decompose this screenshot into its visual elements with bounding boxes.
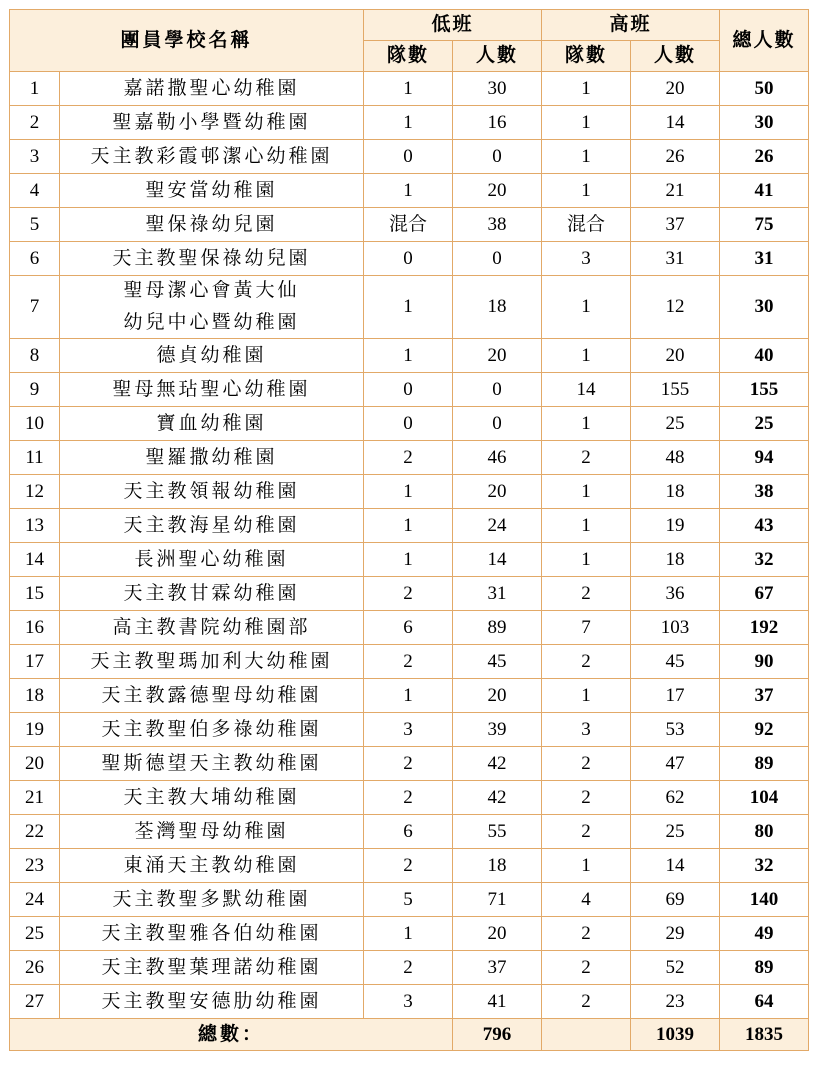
table-row	[10, 747, 809, 781]
low-people: 31	[453, 577, 542, 611]
school-name: 聖斯德望天主教幼稚園	[60, 747, 364, 781]
low-people: 20	[453, 174, 542, 208]
school-name: 聖嘉勒小學暨幼稚園	[60, 106, 364, 140]
row-total: 31	[720, 242, 809, 276]
row-number: 1	[10, 72, 60, 106]
high-teams: 1	[542, 849, 631, 883]
row-number: 9	[10, 373, 60, 407]
row-total: 64	[720, 985, 809, 1019]
school-name-header: 團員學校名稱	[10, 10, 364, 72]
low-teams: 6	[364, 611, 453, 645]
row-total: 38	[720, 475, 809, 509]
school-name: 天主教聖安德肋幼稚園	[60, 985, 364, 1019]
high-people: 20	[631, 339, 720, 373]
low-people: 20	[453, 339, 542, 373]
row-total: 30	[720, 106, 809, 140]
table-row	[10, 679, 809, 713]
high-people: 18	[631, 475, 720, 509]
row-number: 7	[10, 276, 60, 339]
school-name: 天主教聖瑪加利大幼稚園	[60, 645, 364, 679]
row-total: 75	[720, 208, 809, 242]
row-number: 8	[10, 339, 60, 373]
high-teams: 混合	[542, 208, 631, 242]
high-people: 47	[631, 747, 720, 781]
high-people: 18	[631, 543, 720, 577]
high-teams: 4	[542, 883, 631, 917]
totals-row	[10, 1019, 809, 1051]
row-total: 25	[720, 407, 809, 441]
row-total: 89	[720, 747, 809, 781]
table-row	[10, 815, 809, 849]
row-number: 14	[10, 543, 60, 577]
row-total: 40	[720, 339, 809, 373]
low-teams: 0	[364, 407, 453, 441]
school-name: 天主教聖雅各伯幼稚園	[60, 917, 364, 951]
high-teams: 1	[542, 475, 631, 509]
row-number: 2	[10, 106, 60, 140]
low-people: 45	[453, 645, 542, 679]
high-people: 53	[631, 713, 720, 747]
low-teams: 1	[364, 106, 453, 140]
high-teams: 2	[542, 781, 631, 815]
low-people: 42	[453, 747, 542, 781]
low-teams: 1	[364, 475, 453, 509]
row-total: 94	[720, 441, 809, 475]
row-total: 49	[720, 917, 809, 951]
low-teams: 1	[364, 917, 453, 951]
high-people: 17	[631, 679, 720, 713]
high-teams: 2	[542, 917, 631, 951]
high-teams: 1	[542, 174, 631, 208]
row-number: 13	[10, 509, 60, 543]
table-row	[10, 781, 809, 815]
school-name: 天主教領報幼稚園	[60, 475, 364, 509]
row-total: 80	[720, 815, 809, 849]
high-people: 37	[631, 208, 720, 242]
row-number: 12	[10, 475, 60, 509]
school-name: 高主教書院幼稚園部	[60, 611, 364, 645]
row-number: 4	[10, 174, 60, 208]
row-total: 155	[720, 373, 809, 407]
low-people: 20	[453, 475, 542, 509]
high-people: 48	[631, 441, 720, 475]
table-row	[10, 985, 809, 1019]
table-row	[10, 849, 809, 883]
table-row	[10, 339, 809, 373]
low-teams: 1	[364, 276, 453, 339]
low-teams: 2	[364, 645, 453, 679]
school-name	[60, 276, 364, 339]
school-name: 德貞幼稚園	[60, 339, 364, 373]
row-total: 43	[720, 509, 809, 543]
low-teams: 5	[364, 883, 453, 917]
low-people: 0	[453, 140, 542, 174]
low-teams: 1	[364, 509, 453, 543]
high-teams: 1	[542, 140, 631, 174]
row-number: 26	[10, 951, 60, 985]
high-people: 25	[631, 407, 720, 441]
table-row	[10, 951, 809, 985]
table-row	[10, 208, 809, 242]
high-people: 29	[631, 917, 720, 951]
table-row	[10, 242, 809, 276]
table-row	[10, 917, 809, 951]
table-row	[10, 276, 809, 339]
low-people: 24	[453, 509, 542, 543]
school-name: 天主教聖葉理諾幼稚園	[60, 951, 364, 985]
school-name: 聖保祿幼兒園	[60, 208, 364, 242]
low-people-header: 人數	[453, 41, 542, 72]
row-number: 16	[10, 611, 60, 645]
table-row	[10, 645, 809, 679]
school-name: 聖安當幼稚園	[60, 174, 364, 208]
table-row	[10, 577, 809, 611]
row-total: 192	[720, 611, 809, 645]
low-teams: 2	[364, 781, 453, 815]
row-number: 11	[10, 441, 60, 475]
school-name: 荃灣聖母幼稚園	[60, 815, 364, 849]
school-name: 天主教露德聖母幼稚園	[60, 679, 364, 713]
high-teams: 1	[542, 72, 631, 106]
low-people: 0	[453, 373, 542, 407]
totals-high-teams-empty	[542, 1019, 631, 1051]
low-teams: 2	[364, 747, 453, 781]
low-teams: 3	[364, 713, 453, 747]
school-name: 長洲聖心幼稚園	[60, 543, 364, 577]
table-row	[10, 475, 809, 509]
high-people: 155	[631, 373, 720, 407]
low-teams: 2	[364, 577, 453, 611]
school-name: 東涌天主教幼稚園	[60, 849, 364, 883]
row-total: 32	[720, 543, 809, 577]
school-name: 聖羅撒幼稚園	[60, 441, 364, 475]
high-people: 45	[631, 645, 720, 679]
totals-low-people: 796	[453, 1019, 542, 1051]
high-people: 26	[631, 140, 720, 174]
low-teams: 0	[364, 140, 453, 174]
school-name: 天主教彩霞邨潔心幼稚園	[60, 140, 364, 174]
school-name: 天主教聖保祿幼兒園	[60, 242, 364, 276]
high-teams: 3	[542, 713, 631, 747]
high-teams-header: 隊數	[542, 41, 631, 72]
row-number: 10	[10, 407, 60, 441]
school-name-line-1: 聖母潔心會黃大仙	[123, 280, 300, 301]
school-name: 寶血幼稚園	[60, 407, 364, 441]
low-teams-header: 隊數	[364, 41, 453, 72]
low-people: 55	[453, 815, 542, 849]
high-people: 62	[631, 781, 720, 815]
kindergarten-team-table	[9, 9, 809, 1051]
high-people: 14	[631, 106, 720, 140]
school-name: 天主教聖伯多祿幼稚園	[60, 713, 364, 747]
high-people: 31	[631, 242, 720, 276]
low-people: 89	[453, 611, 542, 645]
school-name: 嘉諾撒聖心幼稚園	[60, 72, 364, 106]
high-people: 69	[631, 883, 720, 917]
row-total: 50	[720, 72, 809, 106]
low-people: 0	[453, 407, 542, 441]
row-total: 37	[720, 679, 809, 713]
low-people: 71	[453, 883, 542, 917]
high-people: 25	[631, 815, 720, 849]
high-teams: 2	[542, 815, 631, 849]
row-number: 23	[10, 849, 60, 883]
low-teams: 1	[364, 174, 453, 208]
row-total: 90	[720, 645, 809, 679]
low-people: 38	[453, 208, 542, 242]
high-teams: 3	[542, 242, 631, 276]
high-people: 20	[631, 72, 720, 106]
totals-high-people: 1039	[631, 1019, 720, 1051]
table-row	[10, 140, 809, 174]
low-people: 20	[453, 917, 542, 951]
low-people: 18	[453, 849, 542, 883]
high-people: 36	[631, 577, 720, 611]
row-number: 3	[10, 140, 60, 174]
high-teams: 2	[542, 985, 631, 1019]
high-teams: 2	[542, 577, 631, 611]
row-number: 18	[10, 679, 60, 713]
high-people-header: 人數	[631, 41, 720, 72]
low-people: 14	[453, 543, 542, 577]
low-people: 18	[453, 276, 542, 339]
row-number: 25	[10, 917, 60, 951]
school-name: 天主教聖多默幼稚園	[60, 883, 364, 917]
high-teams: 7	[542, 611, 631, 645]
row-number: 6	[10, 242, 60, 276]
high-people: 19	[631, 509, 720, 543]
row-number: 19	[10, 713, 60, 747]
high-people: 12	[631, 276, 720, 339]
high-teams: 1	[542, 679, 631, 713]
high-people: 14	[631, 849, 720, 883]
table-body	[10, 72, 809, 1019]
low-people: 39	[453, 713, 542, 747]
row-total: 67	[720, 577, 809, 611]
high-people: 103	[631, 611, 720, 645]
table-row	[10, 509, 809, 543]
row-number: 22	[10, 815, 60, 849]
low-teams: 2	[364, 849, 453, 883]
table-row	[10, 611, 809, 645]
table-row	[10, 174, 809, 208]
low-people: 37	[453, 951, 542, 985]
table-row	[10, 72, 809, 106]
table-row	[10, 373, 809, 407]
low-teams: 2	[364, 951, 453, 985]
totals-grand-total: 1835	[720, 1019, 809, 1051]
school-name: 聖母無玷聖心幼稚園	[60, 373, 364, 407]
row-number: 24	[10, 883, 60, 917]
low-people: 20	[453, 679, 542, 713]
low-teams: 2	[364, 441, 453, 475]
row-total: 41	[720, 174, 809, 208]
low-teams: 混合	[364, 208, 453, 242]
high-teams: 1	[542, 106, 631, 140]
low-teams: 6	[364, 815, 453, 849]
row-total: 92	[720, 713, 809, 747]
totals-label: 總數：	[10, 1019, 453, 1051]
low-teams: 1	[364, 72, 453, 106]
school-name: 天主教海星幼稚園	[60, 509, 364, 543]
high-people: 23	[631, 985, 720, 1019]
table-row	[10, 713, 809, 747]
high-teams: 1	[542, 339, 631, 373]
row-number: 20	[10, 747, 60, 781]
row-number: 21	[10, 781, 60, 815]
high-people: 21	[631, 174, 720, 208]
low-people: 16	[453, 106, 542, 140]
high-people: 52	[631, 951, 720, 985]
high-teams: 1	[542, 509, 631, 543]
high-teams: 2	[542, 441, 631, 475]
low-teams: 0	[364, 373, 453, 407]
table-row	[10, 106, 809, 140]
high-teams: 14	[542, 373, 631, 407]
row-total: 32	[720, 849, 809, 883]
high-teams: 1	[542, 407, 631, 441]
school-name-line-2: 幼兒中心暨幼稚園	[123, 312, 300, 333]
table-row	[10, 441, 809, 475]
row-number: 17	[10, 645, 60, 679]
low-teams: 1	[364, 679, 453, 713]
low-people: 30	[453, 72, 542, 106]
row-total: 104	[720, 781, 809, 815]
table-row	[10, 407, 809, 441]
high-teams: 1	[542, 276, 631, 339]
low-teams: 3	[364, 985, 453, 1019]
row-total: 30	[720, 276, 809, 339]
high-teams: 2	[542, 951, 631, 985]
total-people-header: 總人數	[720, 10, 809, 72]
low-teams: 1	[364, 543, 453, 577]
table-row	[10, 543, 809, 577]
low-people: 0	[453, 242, 542, 276]
school-name: 天主教甘霖幼稚園	[60, 577, 364, 611]
table-row	[10, 883, 809, 917]
low-teams: 1	[364, 339, 453, 373]
row-number: 5	[10, 208, 60, 242]
row-number: 27	[10, 985, 60, 1019]
high-class-header: 高班	[542, 10, 720, 41]
row-number: 15	[10, 577, 60, 611]
high-teams: 2	[542, 645, 631, 679]
row-total: 26	[720, 140, 809, 174]
low-teams: 0	[364, 242, 453, 276]
row-total: 140	[720, 883, 809, 917]
high-teams: 1	[542, 543, 631, 577]
low-class-header: 低班	[364, 10, 542, 41]
high-teams: 2	[542, 747, 631, 781]
row-total: 89	[720, 951, 809, 985]
low-people: 42	[453, 781, 542, 815]
low-people: 41	[453, 985, 542, 1019]
low-people: 46	[453, 441, 542, 475]
school-name: 天主教大埔幼稚園	[60, 781, 364, 815]
